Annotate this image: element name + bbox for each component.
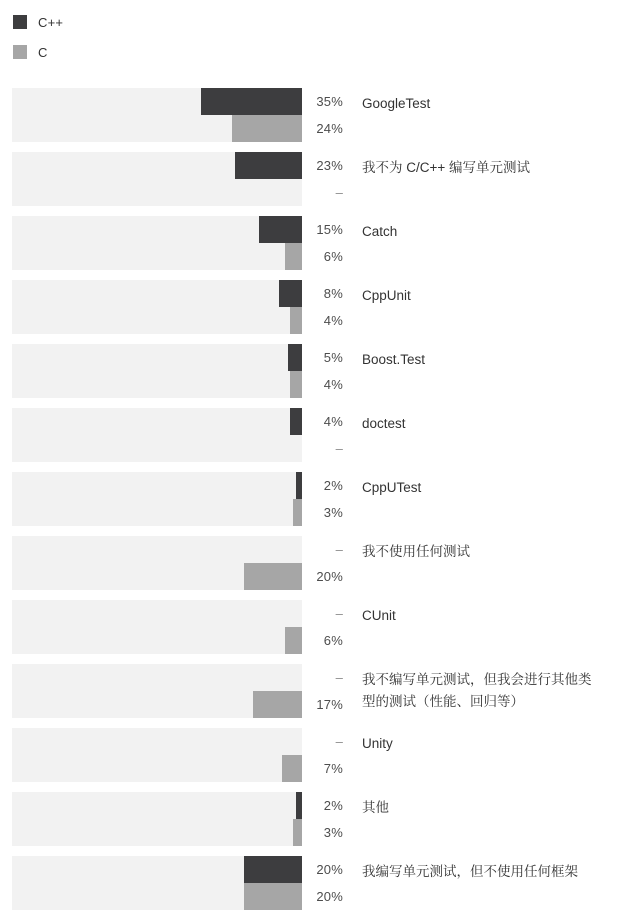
c-bar (253, 691, 302, 718)
c-bar (293, 499, 302, 526)
value-labels (302, 88, 343, 142)
cpp-value: 23% (316, 158, 343, 173)
chart-row-googletest (0, 88, 620, 142)
bar-track (12, 152, 302, 206)
c-value: 3% (323, 505, 343, 520)
c-value: 20% (316, 569, 343, 584)
chart-row-other-testing-types (0, 664, 620, 718)
category-label: Boost.Test (362, 352, 426, 367)
c-bar (290, 371, 302, 398)
value-labels (302, 856, 343, 910)
c-value: – (335, 441, 343, 456)
bar-track (12, 216, 302, 270)
chart-row-cppunit (0, 280, 620, 334)
category-label: 我编写单元测试，但不使用任何框架 (362, 864, 578, 879)
legend-label-cpp: C++ (38, 14, 64, 30)
cpp-value: 15% (316, 222, 343, 237)
category-label: 我不编写单元测试，但我会进行其他类型的测试（性能、回归等） (362, 672, 592, 709)
category-label: 我不为 C/C++ 编写单元测试 (362, 160, 531, 175)
cpp-value: – (335, 734, 343, 749)
chart-row-doctest (0, 408, 620, 462)
chart-row-boost-test (0, 344, 620, 398)
value-labels (302, 280, 343, 334)
value-labels (302, 664, 343, 718)
category-label: GoogleTest (362, 96, 431, 111)
c-value: 6% (323, 249, 343, 264)
chart-row-unity (0, 728, 620, 782)
cpp-bar (279, 280, 302, 307)
category-label: CUnit (362, 608, 396, 623)
bar-track (12, 344, 302, 398)
value-labels (302, 728, 343, 782)
chart-row-catch (0, 216, 620, 270)
value-labels (302, 472, 343, 526)
cpp-value: 4% (323, 414, 343, 429)
c-bar (244, 883, 302, 910)
category-label: Unity (362, 736, 393, 751)
cpp-bar (296, 792, 302, 819)
c-bar (282, 755, 302, 782)
c-bar (285, 627, 302, 654)
c-value: – (335, 185, 343, 200)
chart-row-cpputest (0, 472, 620, 526)
cpp-value: 8% (323, 286, 343, 301)
c-value: 3% (323, 825, 343, 840)
c-bar (285, 243, 302, 270)
cpp-bar (201, 88, 303, 115)
cpp-bar (259, 216, 303, 243)
value-labels (302, 600, 343, 654)
c-value: 4% (323, 377, 343, 392)
bar-track (12, 536, 302, 590)
c-value: 17% (316, 697, 343, 712)
bar-track (12, 728, 302, 782)
c-bar (232, 115, 302, 142)
c-value: 24% (316, 121, 343, 136)
cpp-bar (290, 408, 302, 435)
legend-item-cpp (13, 15, 620, 29)
value-labels (302, 216, 343, 270)
bar-track (12, 88, 302, 142)
c-value: 6% (323, 633, 343, 648)
cpp-value: 35% (316, 94, 343, 109)
cpp-value: 2% (323, 478, 343, 493)
chart-row-cunit (0, 600, 620, 654)
cpp-bar (288, 344, 303, 371)
chart-row-no-cpp-unit-tests (0, 152, 620, 206)
c-bar (244, 563, 302, 590)
bar-track (12, 792, 302, 846)
chart-row-other (0, 792, 620, 846)
c-value: 4% (323, 313, 343, 328)
category-label: 其他 (362, 800, 389, 815)
cpp-bar (244, 856, 302, 883)
bar-chart (0, 88, 620, 910)
cpp-bar (235, 152, 302, 179)
legend-item-c (13, 45, 620, 59)
chart-legend (0, 0, 620, 59)
value-labels (302, 536, 343, 590)
value-labels (302, 152, 343, 206)
value-labels (302, 408, 343, 462)
bar-track (12, 408, 302, 462)
c-value: 20% (316, 889, 343, 904)
cpp-bar (296, 472, 302, 499)
chart-row-no-testing (0, 536, 620, 590)
bar-track (12, 664, 302, 718)
c-bar (293, 819, 302, 846)
cpp-value: – (335, 542, 343, 557)
cpp-value: – (335, 670, 343, 685)
value-labels (302, 792, 343, 846)
category-label: Catch (362, 224, 398, 239)
cpp-value: – (335, 606, 343, 621)
c-value: 7% (323, 761, 343, 776)
category-label: doctest (362, 416, 406, 431)
cpp-value: 20% (316, 862, 343, 877)
cpp-value: 5% (323, 350, 343, 365)
value-labels (302, 344, 343, 398)
legend-label-c: C (38, 44, 48, 60)
category-label: 我不使用任何测试 (362, 544, 470, 559)
cpp-value: 2% (323, 798, 343, 813)
c-bar (290, 307, 302, 334)
bar-track (12, 280, 302, 334)
category-label: CppUTest (362, 480, 422, 495)
category-label: CppUnit (362, 288, 411, 303)
bar-track (12, 600, 302, 654)
bar-track (12, 856, 302, 910)
cpp-color-swatch (13, 15, 27, 29)
bar-track (12, 472, 302, 526)
chart-row-tests-without-framework (0, 856, 620, 910)
c-color-swatch (13, 45, 27, 59)
